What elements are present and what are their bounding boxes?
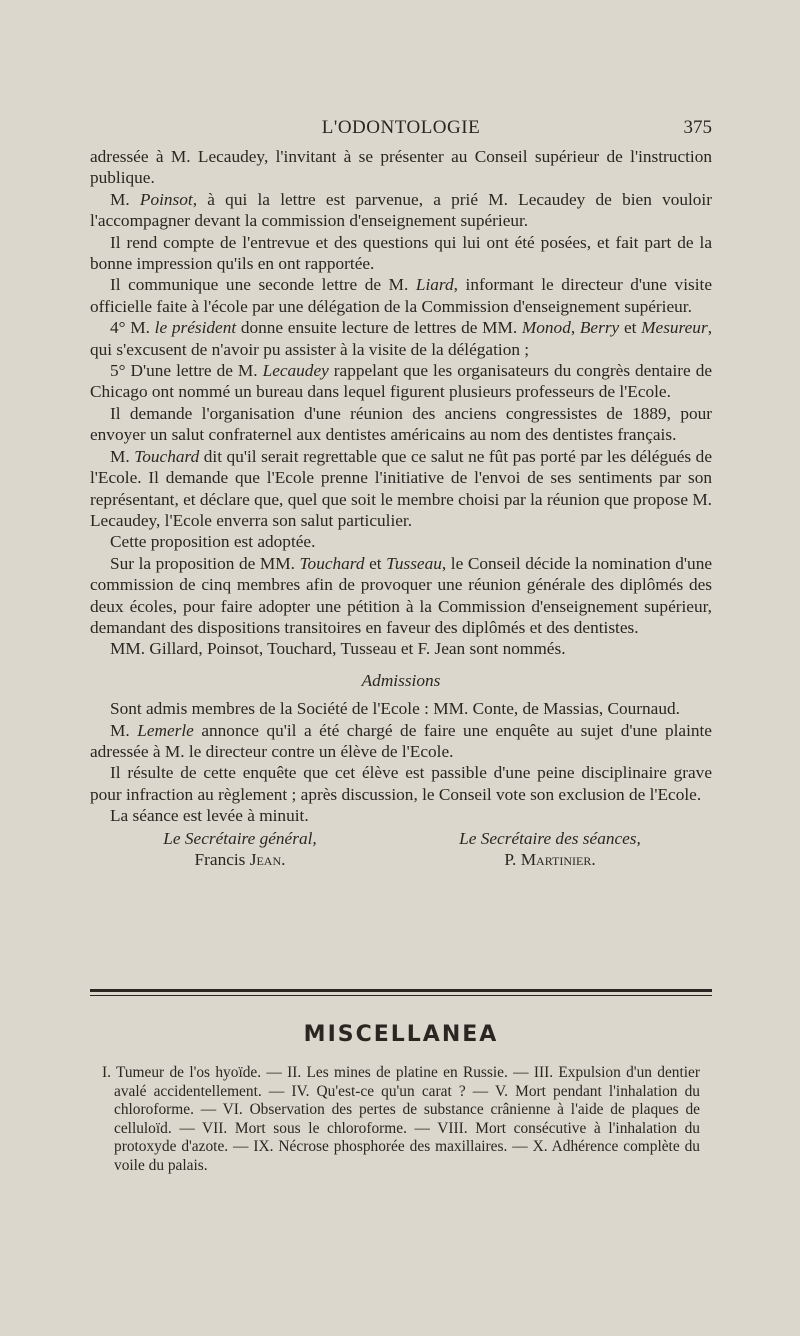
admissions-heading: Admissions bbox=[361, 670, 441, 690]
paragraph: M. Poinsot, à qui la lettre est parvenue, a prié M. Lecaudey de bien vouloir l'accompagner devant la commission d'enseignement supérieur. bbox=[90, 189, 712, 231]
paragraph: Il rend compte de l'entrevue et des questions qui lui ont été posées, et fait part de la bonne impression qu'ils en ont rapportée. bbox=[90, 232, 712, 274]
body-text bbox=[90, 146, 712, 872]
signature-session-secretary bbox=[425, 828, 675, 871]
paragraph: M. Touchard dit qu'il serait regrettable que ce salut ne fût pas porté par les délégués de l'Ecole. Il demande que l'Ecole prenne l'initiative de l'envoi de ses sentiments par son représentant, et déclare que, quel que soit le membre choisi par la réunion que propose M. Lecaudey, l'Ecole enverra son salut particulier. bbox=[90, 446, 712, 530]
signature-role: Le Secrétaire des séances, bbox=[459, 828, 641, 848]
signature-name: P. Martinier. bbox=[504, 850, 596, 869]
signature-general-secretary bbox=[130, 828, 350, 871]
section-divider-thick bbox=[90, 989, 712, 992]
paragraph: Sur la proposition de MM. Touchard et Tusseau, le Conseil décide la nomination d'une commission de cinq membres afin de provoquer une réunion générale des diplômés des deux écoles, pour faire adopter une pétition à la Commission d'enseignement supérieur, demandant des dispositions transitoires en faveur des diplômés et des dentistes. bbox=[90, 553, 712, 637]
contents-list: I. Tumeur de l'os hyoïde. — II. Les mines de platine en Russie. — III. Expulsion d'un dentier avalé accidentellement. — IV. Qu'est-ce qu'un carat ? — V. Mort pendant l'inhalation du chloroforme. — VI. Observation des pertes de substance crânienne à l'aide de plaques de celluloïd. — VII. Mort sous le chloroforme. — VIII. Mort consécutive à l'inhalation du protoxyde d'azote. — IX. Nécrose phosphorée des maxillaires. — X. Adhérence complète du voile du palais. bbox=[102, 1064, 700, 1174]
page-number: 375 bbox=[683, 117, 712, 138]
signatures bbox=[90, 828, 712, 872]
section-contents bbox=[102, 1064, 700, 1176]
paragraph: 5° D'une lettre de M. Lecaudey rappelant que les organisateurs du congrès dentaire de Chicago ont nommé un bureau dans lequel figurent plusieurs professeurs de l'Ecole. bbox=[90, 361, 712, 402]
signature-role: Le Secrétaire général, bbox=[163, 828, 317, 848]
page-header bbox=[90, 117, 712, 141]
paragraph: 4° M. le président donne ensuite lecture de lettres de MM. Monod, Berry et Mesureur, qui s'excusent de n'avoir pu assister à la visite de la délégation ; bbox=[90, 318, 713, 359]
paragraph: Sont admis membres de la Société de l'Ecole : MM. Conte, de Massias, Cournaud. bbox=[110, 699, 680, 719]
paragraph: Cette proposition est adoptée. bbox=[110, 532, 316, 552]
paragraph: Il communique une seconde lettre de M. Liard, informant le directeur d'une visite officielle faite à l'école par une délégation de la Commission d'enseignement supérieur. bbox=[90, 275, 712, 316]
paragraph: adressée à M. Lecaudey, l'invitant à se présenter au Conseil supérieur de l'instruction publique. bbox=[90, 147, 712, 188]
paragraph: La séance est levée à minuit. bbox=[110, 806, 309, 826]
paragraph: Il demande l'organisation d'une réunion des anciens congressistes de 1889, pour envoyer un salut confraternel aux dentistes américains au nom des dentistes français. bbox=[90, 403, 712, 445]
paragraph: MM. Gillard, Poinsot, Touchard, Tusseau et F. Jean sont nommés. bbox=[110, 639, 566, 659]
paragraph: Il résulte de cette enquête que cet élève est passible d'une peine disciplinaire grave pour infraction au règlement ; après discussion, le Conseil vote son exclusion de l'Ecole. bbox=[90, 763, 712, 804]
section-divider-thin bbox=[90, 995, 712, 996]
signature-name: Francis Jean. bbox=[194, 850, 286, 869]
running-title: L'ODONTOLOGIE bbox=[321, 117, 481, 138]
paragraph: M. Lemerle annonce qu'il a été chargé de faire une enquête au sujet d'une plainte adressée à M. le directeur contre un élève de l'Ecole. bbox=[90, 720, 712, 761]
section-title: MISCELLANEA bbox=[303, 1022, 499, 1047]
